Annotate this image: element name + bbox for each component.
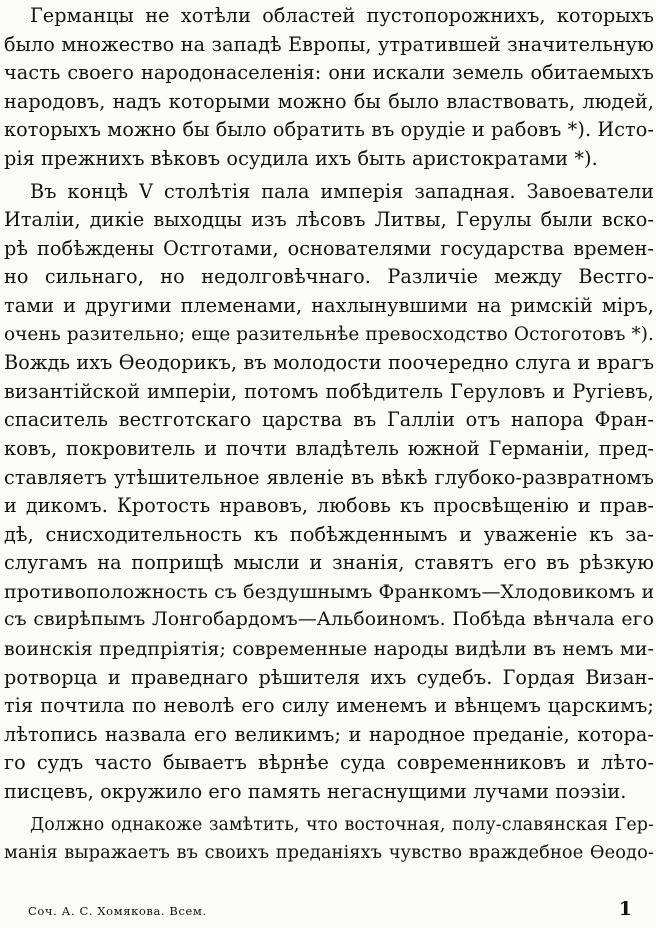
text-line: спаситель вестготскаго царства въ Галліи отъ напора Фран-: [4, 408, 654, 432]
text-line: лѣтопись назвала его великимъ; и народное преданіе, котора-: [4, 722, 654, 746]
text-line: Должно однакоже замѣтить, что восточная, полу-славянская Гер-: [30, 814, 654, 835]
text-line: Вождь ихъ Ѳеодорикъ, въ молодости поочередно слуга и врагъ: [4, 351, 654, 375]
paragraph: [4, 2, 654, 174]
footer-source-line: Соч. А. С. Хомякова. Всем.: [28, 904, 207, 918]
text-line: очень разительно; еще разительнѣе превосходство Остоготовъ *).: [4, 323, 654, 345]
text-line: Италіи, дикіе выходцы изъ лѣсовъ Литвы, Герулы были вско-: [4, 208, 654, 232]
text-line: ротворца и праведнаго рѣшителя ихъ судебъ. Гордая Визан-: [4, 665, 654, 689]
text-line: было множество на западѣ Европы, утратившей значительную: [4, 32, 654, 56]
text-line: съ свирѣпымъ Лонгобардомъ—Альбоиномъ. Побѣда вѣнчала его: [4, 609, 654, 631]
text-line: слугамъ на поприщѣ мысли и знанія, ставятъ его въ рѣзкую: [4, 551, 654, 575]
text-line: и дикомъ. Кротость нравовъ, любовь къ просвѣщенію и прав-: [4, 494, 654, 518]
text-line: ставляетъ утѣшительное явленіе въ вѣкѣ глубоко-развратномъ: [4, 465, 654, 489]
text-line: писцевъ, окружило его память негаснущими лучами поэзіи.: [4, 780, 627, 804]
signature-mark: 1: [618, 898, 632, 920]
text-line: Въ концѣ V столѣтія пала имперія западная. Завоеватели: [30, 179, 654, 203]
text-line: народовъ, надъ которыми можно бы было властвовать, людей,: [4, 89, 654, 113]
text-line: часть своего народонаселенія: они искали земель обитаемыхъ: [4, 61, 654, 85]
page-footer: [6, 898, 632, 922]
text-line: тами и другими племенами, нахлынувшими на римскій міръ,: [4, 293, 654, 317]
text-line: но сильнаго, но недолговѣчнаго. Различіе между Вестго-: [4, 265, 654, 289]
text-line: Германцы не хотѣли областей пустопорожнихъ, которыхъ: [30, 4, 654, 27]
text-line: византійской имперіи, потомъ побѣдитель Геруловъ и Ругіевъ,: [4, 379, 654, 403]
text-line: воинскія предпріятія; современные народы видѣли въ немъ ми-: [4, 638, 654, 661]
paragraph: [4, 178, 654, 807]
text-line: рѣ побѣждены Остготами, основателями государства времен-: [4, 236, 654, 260]
text-line: которыхъ можно бы было обратить въ орудіе и рабовъ *). Исто-: [4, 118, 654, 142]
text-line: противоположность съ бездушнымъ Франкомъ—Хлодовикомъ и: [4, 580, 654, 603]
text-line: рія прежнихъ вѣковъ осудила ихъ быть аристократами *).: [4, 146, 598, 170]
text-line: ковъ, покровитель и почти владѣтель южной Германіи, пред-: [4, 436, 654, 460]
text-line: манія выражаетъ въ своихъ преданіяхъ чувство враждебное Ѳеодо-: [4, 842, 654, 864]
text-line: го судъ часто бываетъ вѣрнѣе суда современниковъ и лѣто-: [4, 751, 654, 775]
text-line: дѣ, снисходительность къ побѣжденнымъ и уваженіе къ за-: [4, 522, 654, 546]
page-body-text: [4, 2, 654, 868]
paragraph: [4, 811, 654, 868]
text-line: тія почтила по неволѣ его силу именемъ и вѣнцемъ царскимъ;: [4, 694, 654, 718]
